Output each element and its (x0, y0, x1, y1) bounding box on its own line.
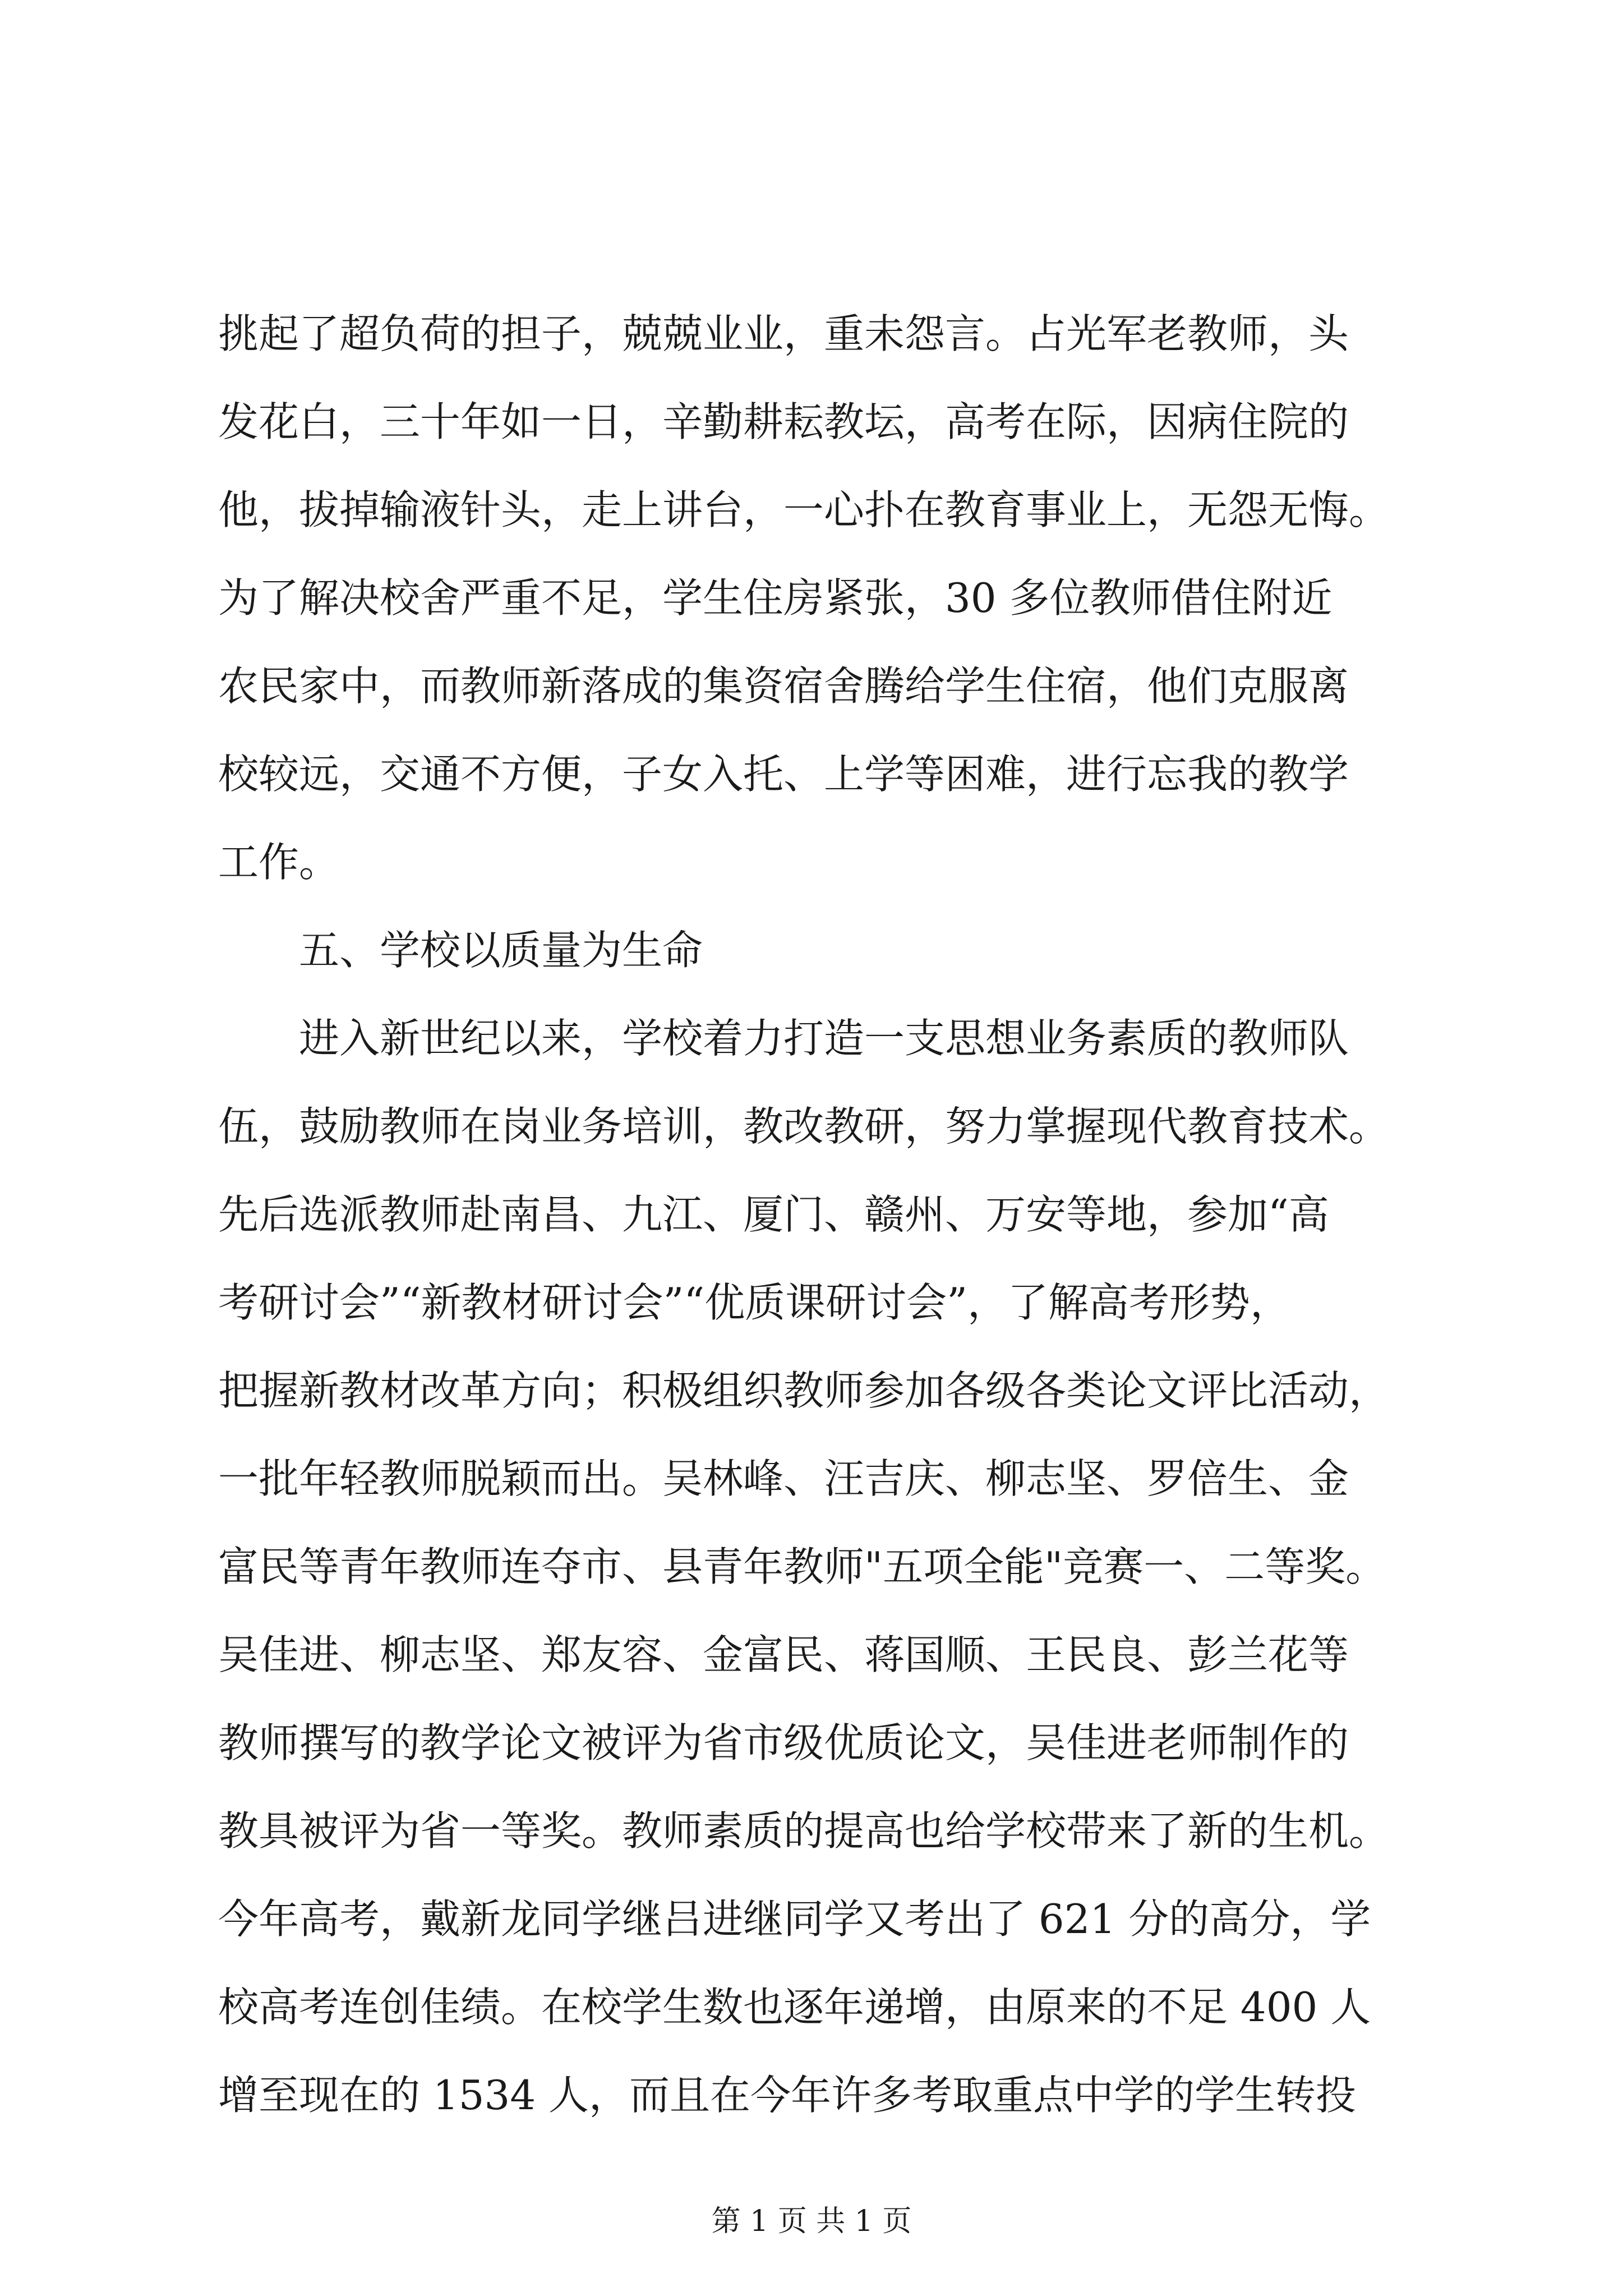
body-text-line: 工作。 (218, 839, 340, 886)
body-text-line: 发花白，三十年如一日，辛勤耕耘教坛，高考在际，因病住院的 (218, 398, 1349, 445)
body-text-line: 教师撰写的教学论文被评为省市级优质论文，吴佳进老师制作的 (218, 1719, 1349, 1766)
body-text-line: 挑起了超负荷的担子，兢兢业业，重未怨言。占光军老教师，头 (218, 310, 1349, 357)
page-number-footer: 第 1 页 共 1 页 (711, 2205, 912, 2238)
body-text-line: 校高考连创佳绩。在校学生数也逐年递增，由原来的不足 400 人 (218, 1984, 1371, 2031)
body-text-line: 增至现在的 1534 人，而且在今年许多考取重点中学的学生转投 (218, 2072, 1357, 2119)
body-text-line: 进入新世纪以来，学校着力打造一支思想业务素质的教师队 (299, 1015, 1349, 1062)
body-text-line: 伍，鼓励教师在岗业务培训，教改教研，努力掌握现代教育技术。 (218, 1103, 1390, 1150)
body-text-line: 为了解决校舍严重不足，学生住房紧张，30 多位教师借住附近 (218, 574, 1332, 622)
body-text-line: 一批年轻教师脱颖而出。吴林峰、汪吉庆、柳志坚、罗倍生、金 (218, 1455, 1349, 1502)
body-text-line: 今年高考，戴新龙同学继吕进继同学又考出了 621 分的高分，学 (218, 1895, 1371, 1943)
body-text-line: 教具被评为省一等奖。教师素质的提高也给学校带来了新的生机。 (218, 1807, 1390, 1855)
body-text-line: 先后选派教师赴南昌、九江、厦门、赣州、万安等地，参加“高 (218, 1191, 1329, 1238)
section-heading: 五、学校以质量为生命 (299, 927, 703, 974)
body-text-line: 他，拔掉输液针头，走上讲台，一心扑在教育事业上，无怨无悔。 (218, 486, 1390, 533)
body-text-line: 考研讨会”“新教材研讨会”“优质课研讨会”，了解高考形势， (218, 1279, 1291, 1326)
body-text-line: 农民家中，而教师新落成的集资宿舍腾给学生住宿，他们克服离 (218, 662, 1349, 710)
body-text-line: 吴佳进、柳志坚、郑友容、金富民、蒋国顺、王民良、彭兰花等 (218, 1631, 1349, 1678)
body-text-line: 把握新教材改革方向；积极组织教师参加各级各类论文评比活动， (218, 1367, 1390, 1414)
body-text-line: 富民等青年教师连夺市、县青年教师"五项全能"竞赛一、二等奖。 (218, 1543, 1386, 1590)
body-text-line: 校较远，交通不方便，子女入托、上学等困难，进行忘我的教学 (218, 751, 1349, 798)
